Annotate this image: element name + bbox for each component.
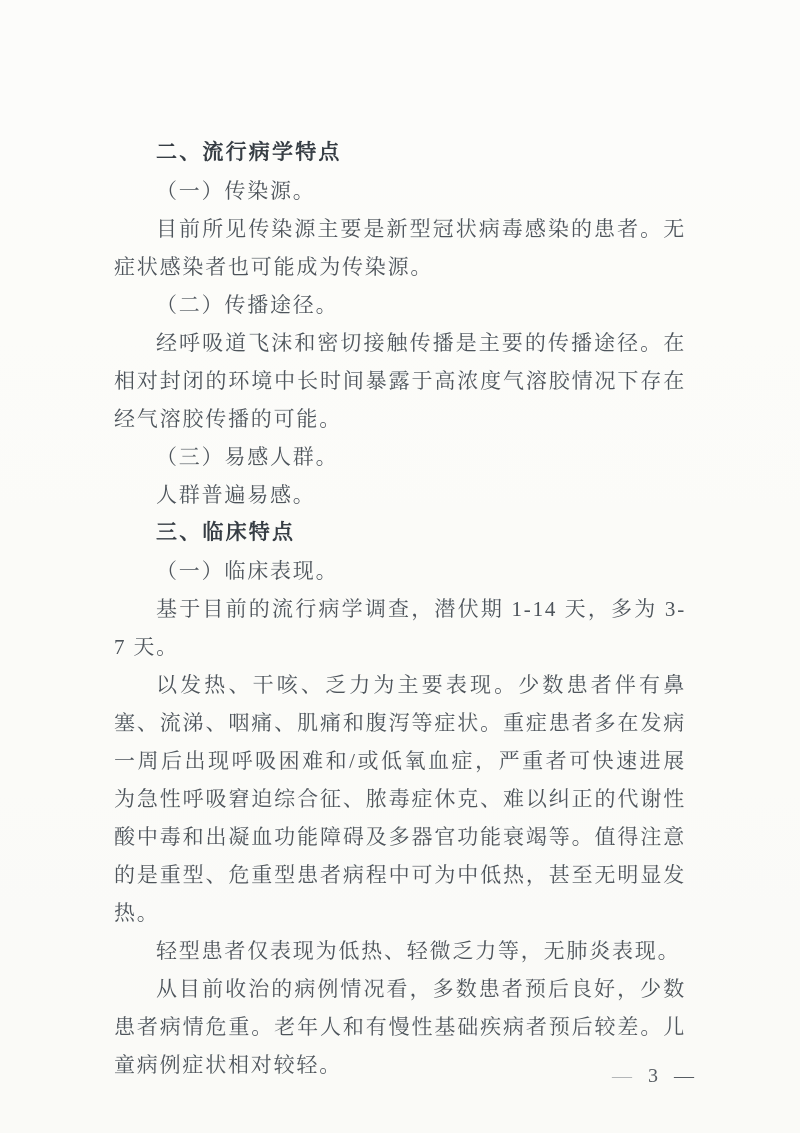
paragraph-symptoms: 以发热、干咳、乏力为主要表现。少数患者伴有鼻塞、流涕、咽痛、肌痛和腹泻等症状。重症患者多在发病一周后出现呼吸困难和/或低氧血症，严重者可快速进展为急性呼吸窘迫综合征、脓毒症休克、难以纠正的代谢性酸中毒和出凝血功能障碍及多器官功能衰竭等。值得注意的是重型、危重型患者病程中可为中低热，甚至无明显发热。: [114, 673, 686, 925]
page-number: 3: [648, 1065, 660, 1087]
page-footer: [612, 1063, 696, 1089]
subheading-clinical-manifestations: （一）临床表现。: [156, 559, 339, 583]
paragraph-incubation-period: 基于目前的流行病学调查，潜伏期 1-14 天，多为 3-7 天。: [114, 597, 686, 659]
paragraph-transmission-route: 经呼吸道飞沫和密切接触传播是主要的传播途径。在相对封闭的环境中长时间暴露于高浓度气溶胶情况下存在经气溶胶传播的可能。: [114, 331, 686, 431]
subheading-transmission-route: （二）传播途径。: [156, 293, 339, 317]
paragraph-susceptible-population: 人群普遍易感。: [156, 483, 316, 507]
subheading-susceptible-population: （三）易感人群。: [156, 445, 339, 469]
heading-clinical-features: 三、临床特点: [156, 521, 296, 544]
paragraph-prognosis: 从目前收治的病例情况看，多数患者预后良好，少数患者病情危重。老年人和有慢性基础疾病者预后较差。儿童病例症状相对较轻。: [114, 977, 686, 1077]
paragraph-mild-cases: 轻型患者仅表现为低热、轻微乏力等，无肺炎表现。: [156, 939, 681, 963]
page-number-dash-right: —: [674, 1065, 696, 1087]
subheading-source-of-infection: （一）传染源。: [156, 179, 316, 203]
paragraph-source-of-infection: 目前所见传染源主要是新型冠状病毒感染的患者。无症状感染者也可能成为传染源。: [114, 217, 686, 279]
document-body: [114, 134, 686, 1084]
heading-epidemiology: 二、流行病学特点: [156, 141, 342, 164]
page-number-dash-left: —: [612, 1065, 634, 1087]
